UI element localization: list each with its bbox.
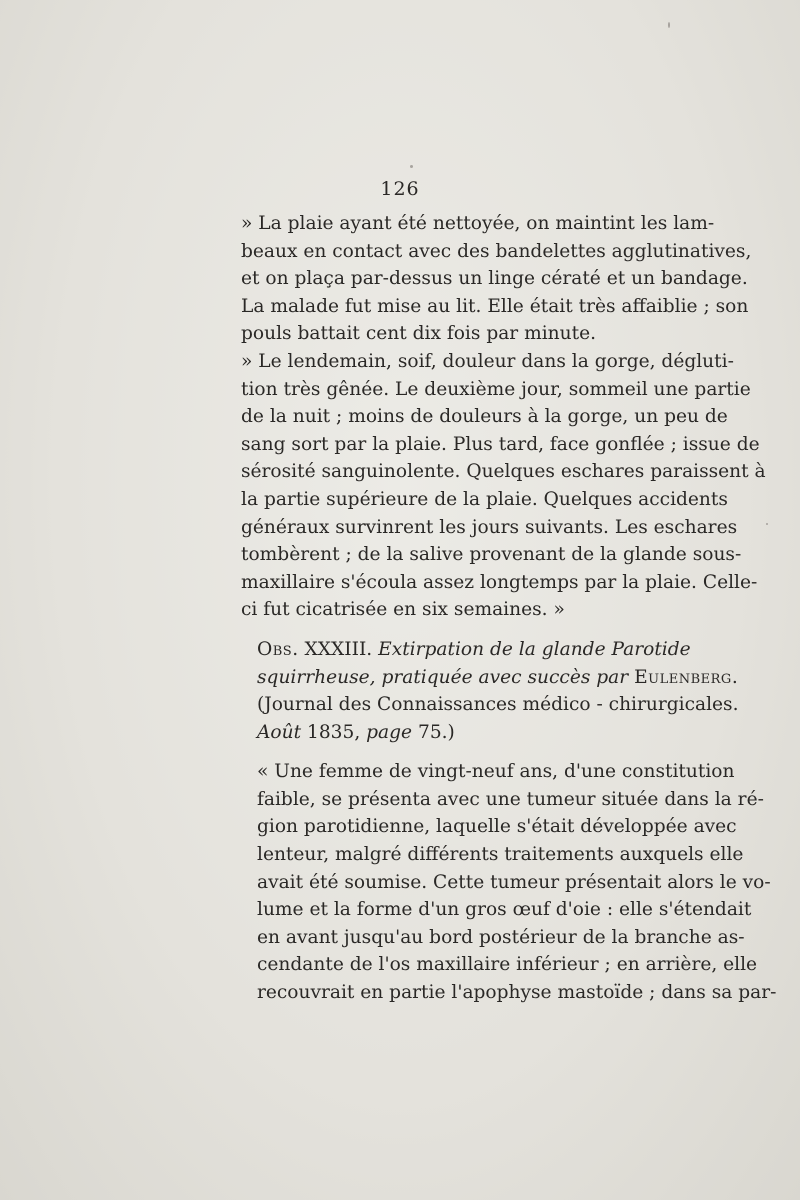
text-line: lume et la forme d'un gros œuf d'oie : elle s'étendait [257,899,752,921]
obs-date-month: Août [257,721,302,743]
body-text [241,210,777,1007]
obs-title-line2: squirrheuse, pratiquée avec succès par [257,666,629,688]
text-line: cendante de l'os maxillaire inférieur ; en arrière, elle [257,954,758,976]
text-line: sérosité sanguinolente. Quelques eschares paraissent à [241,461,766,483]
scan-speck [410,165,413,168]
paragraph-case-description [241,758,777,1006]
paragraph-closing-dressing [241,210,752,348]
text-line: généraux survinrent les jours suivants. Les eschares [241,516,738,538]
text-line: » Le lendemain, soif, douleur dans la gorge, dégluti- [241,350,734,372]
text-line [241,719,709,747]
obs-author: Eulenberg. [634,666,739,688]
text-line: tombèrent ; de la salive provenant de la glande sous- [241,544,742,566]
text-line: la partie supérieure de la plaie. Quelques accidents [241,488,728,510]
text-line: (Journal des Connaissances médico - chirurgicales. [257,694,739,716]
text-line: et on plaça par-dessus un linge cératé et un bandage. [241,268,748,290]
text-line: faible, se présenta avec une tumeur située dans la ré- [257,788,764,810]
obs-page-label: page [366,721,413,743]
text-line: avait été soumise. Cette tumeur présentait alors le vo- [257,871,771,893]
obs-page-number: 75.) [417,721,455,743]
page-number: 126 [380,178,420,200]
text-line: de la nuit ; moins de douleurs à la gorge, un peu de [241,406,728,428]
text-line: tion très gênée. Le deuxième jour, sommeil une partie [241,378,751,400]
text-line [241,664,739,692]
text-line: pouls battait cent dix fois par minute. [241,323,597,345]
text-line: maxillaire s'écoula assez longtemps par la plaie. Celle- [241,571,758,593]
text-line: ci fut cicatrisée en six semaines. » [241,599,565,621]
text-line: en avant jusqu'au bord postérieur de la branche as- [257,926,745,948]
scan-speck [766,523,768,525]
text-line: » La plaie ayant été nettoyée, on maintint les lam- [241,213,715,234]
obs-number: XXXIII. [304,638,373,660]
text-line: lenteur, malgré différents traitements auxquels elle [257,844,744,866]
text-line: « Une femme de vingt-neuf ans, d'une constitution [257,761,735,783]
scan-speck [668,22,670,28]
text-line: sang sort par la plaie. Plus tard, face gonflée ; issue de [241,433,760,455]
obs-title-line1: Extirpation de la glande Parotide [378,638,691,660]
text-line: La malade fut mise au lit. Elle était très affaiblie ; son [241,295,749,317]
text-line: gion parotidienne, laquelle s'était développée avec [257,816,737,838]
obs-date-year: 1835, [307,721,361,743]
text-line: beaux en contact avec des bandelettes agglutinatives, [241,240,752,262]
text-line: recouvrait en partie l'apophyse mastoïde ; dans sa par- [257,982,777,1004]
observation-heading [241,636,739,746]
obs-label: Obs. [257,638,299,660]
paragraph-recovery [241,348,766,624]
text-line [241,636,709,664]
